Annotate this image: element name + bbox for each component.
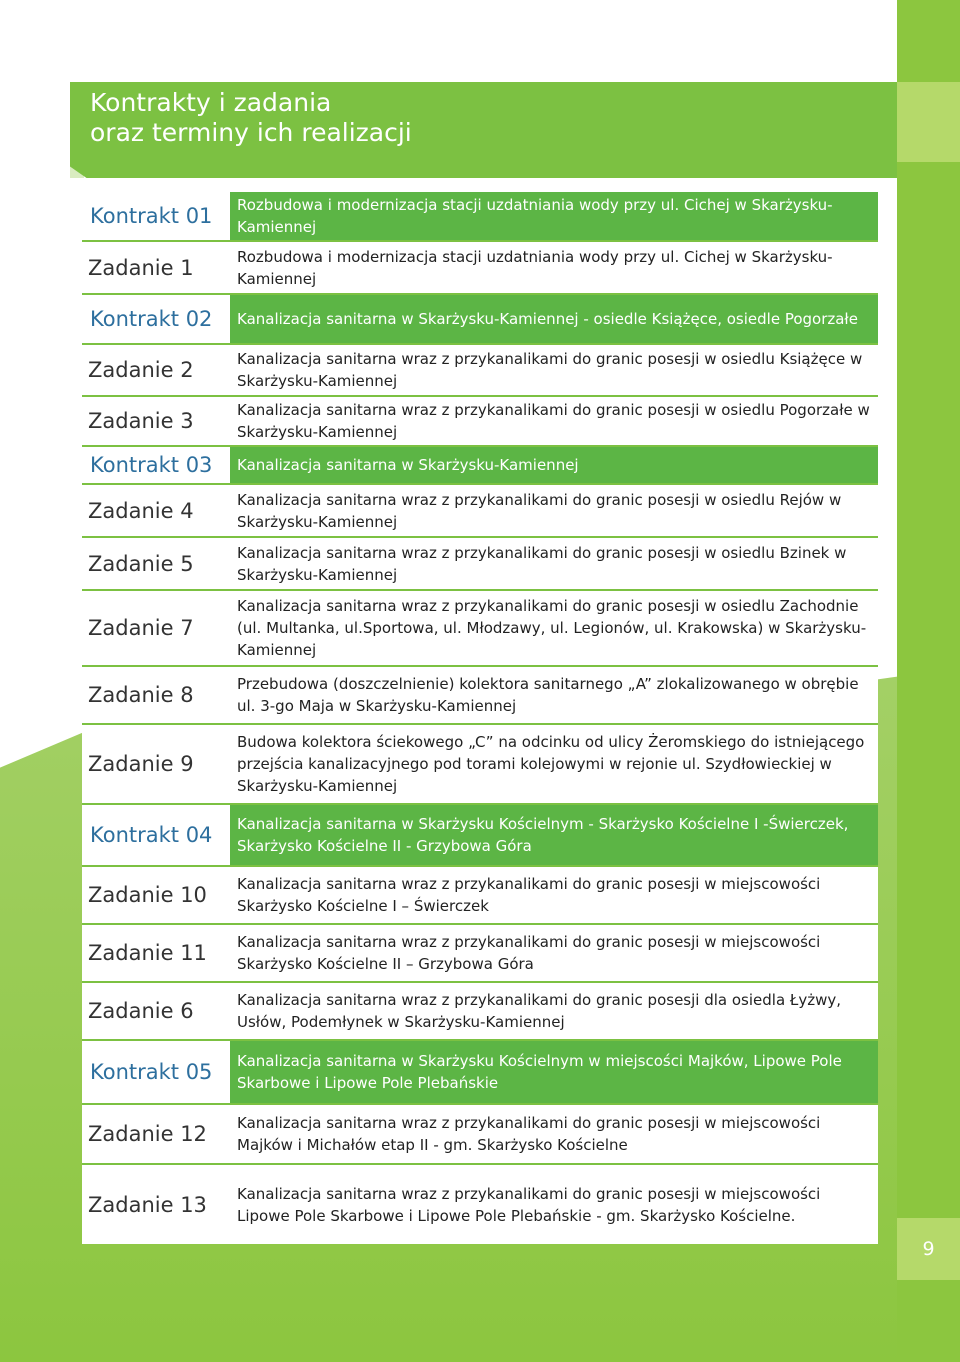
page-number: 9: [897, 1218, 960, 1280]
contracts-table: [82, 192, 878, 1244]
table-row: [82, 538, 878, 591]
row-description: Kanalizacja sanitarna wraz z przykanalikami do granic posesji w osiedlu Pogorzałe w Skarżysku-Kamiennej: [237, 401, 870, 441]
row-label: Kontrakt 01: [90, 204, 213, 228]
table-row: [82, 1041, 878, 1105]
table-row: [82, 805, 878, 867]
row-label: Zadanie 13: [88, 1192, 207, 1217]
table-row: [82, 295, 878, 345]
row-description: Kanalizacja sanitarna wraz z przykanalikami do granic posesji w miejscowości Lipowe Pole Skarbowe i Lipowe Pole Plebańskie - gm. Skarżysko Kościelne.: [237, 1184, 821, 1225]
table-row: [82, 1165, 878, 1244]
page-title-line-2: oraz terminy ich realizacji: [90, 118, 412, 147]
right-side-strip: [897, 0, 960, 1362]
table-row: [82, 1105, 878, 1165]
row-label: Zadanie 6: [88, 999, 194, 1023]
table-row: [82, 983, 878, 1041]
row-description: Kanalizacja sanitarna wraz z przykanalikami do granic posesji w miejscowości Majków i Michałów etap II - gm. Skarżysko Kościelne: [237, 1114, 821, 1154]
table-row: [82, 667, 878, 725]
page-title: [90, 88, 412, 148]
row-description: Kanalizacja sanitarna wraz z przykanalikami do granic posesji w osiedlu Rejów w Skarżysku-Kamiennej: [237, 490, 842, 531]
row-description: Przebudowa (doszczelnienie) kolektora sanitarnego „A” zlokalizowanego w obrębie ul. 3-go Maja w Skarżysku-Kamiennej: [237, 675, 859, 715]
row-label: Zadanie 2: [88, 358, 194, 382]
table-row: [82, 867, 878, 925]
row-description: Kanalizacja sanitarna w Skarżysku-Kamiennej - osiedle Książęce, osiedle Pogorzałe: [237, 310, 858, 328]
row-description: Kanalizacja sanitarna w Skarżysku Kościelnym - Skarżysko Kościelne I -Świerczek, Skarżysko Kościelne II - Grzybowa Góra: [237, 815, 849, 855]
page-title-line-1: Kontrakty i zadania: [90, 88, 332, 117]
row-label: Kontrakt 02: [90, 307, 213, 331]
table-row: [82, 485, 878, 538]
row-description: Kanalizacja sanitarna wraz z przykanalikami do granic posesji w osiedlu Bzinek w Skarżysku-Kamiennej: [237, 543, 847, 584]
row-label: Zadanie 3: [88, 409, 194, 433]
table-row: [82, 242, 878, 295]
table-row: [82, 447, 878, 485]
row-description: Kanalizacja sanitarna w Skarżysku-Kamiennej: [237, 456, 579, 474]
row-description: Kanalizacja sanitarna wraz z przykanalikami do granic posesji w miejscowości Skarżysko Kościelne II – Grzybowa Góra: [237, 933, 821, 973]
table-row: [82, 591, 878, 667]
row-description: Kanalizacja sanitarna wraz z przykanalikami do granic posesji w osiedlu Zachodnie (ul. Multanka, ul.Sportowa, ul. Młodzawy, ul. Legionów, ul. Krakowska) w Skarżysku-Kamiennej: [237, 597, 867, 659]
row-label: Kontrakt 03: [90, 453, 213, 477]
row-label: Zadanie 12: [88, 1122, 207, 1146]
row-label: Zadanie 7: [88, 616, 194, 640]
table-row: [82, 397, 878, 447]
table-row: [82, 925, 878, 983]
row-description: Kanalizacja sanitarna wraz z przykanalikami do granic posesji dla osiedla Łyżwy, Usłów, Podemłynek w Skarżysku-Kamiennej: [237, 991, 841, 1031]
row-label: Zadanie 8: [88, 683, 194, 707]
row-description: Kanalizacja sanitarna wraz z przykanalikami do granic posesji w miejscowości Skarżysko Kościelne I – Świerczek: [237, 875, 821, 915]
row-label: Kontrakt 04: [90, 823, 213, 847]
table-row: [82, 345, 878, 397]
row-label: Zadanie 4: [88, 498, 194, 523]
table-row: [82, 725, 878, 805]
row-label: Zadanie 10: [88, 883, 207, 907]
table-row: [82, 192, 878, 242]
row-label: Zadanie 5: [88, 551, 194, 576]
row-label: Zadanie 9: [88, 752, 194, 776]
row-label: Kontrakt 05: [90, 1060, 213, 1084]
row-label: Zadanie 1: [88, 255, 194, 280]
row-description: Kanalizacja sanitarna w Skarżysku Kościelnym w miejscości Majków, Lipowe Pole Skarbowe i Lipowe Pole Plebańskie: [237, 1052, 842, 1092]
row-description: Rozbudowa i modernizacja stacji uzdatniania wody przy ul. Cichej w Skarżysku-Kamiennej: [237, 247, 833, 288]
row-description: Rozbudowa i modernizacja stacji uzdatniania wody przy ul. Cichej w Skarżysku-Kamiennej: [237, 196, 833, 236]
row-description: Kanalizacja sanitarna wraz z przykanalikami do granic posesji w osiedlu Książęce w Skarżysku-Kamiennej: [237, 350, 863, 390]
row-label: Zadanie 11: [88, 941, 207, 965]
row-description: Budowa kolektora ściekowego „C” na odcinku od ulicy Żeromskiego do istniejącego przejścia kanalizacyjnego pod torami kolejowymi w rejonie ul. Szydłowieckiej w Skarżysku-Kamiennej: [237, 733, 865, 795]
